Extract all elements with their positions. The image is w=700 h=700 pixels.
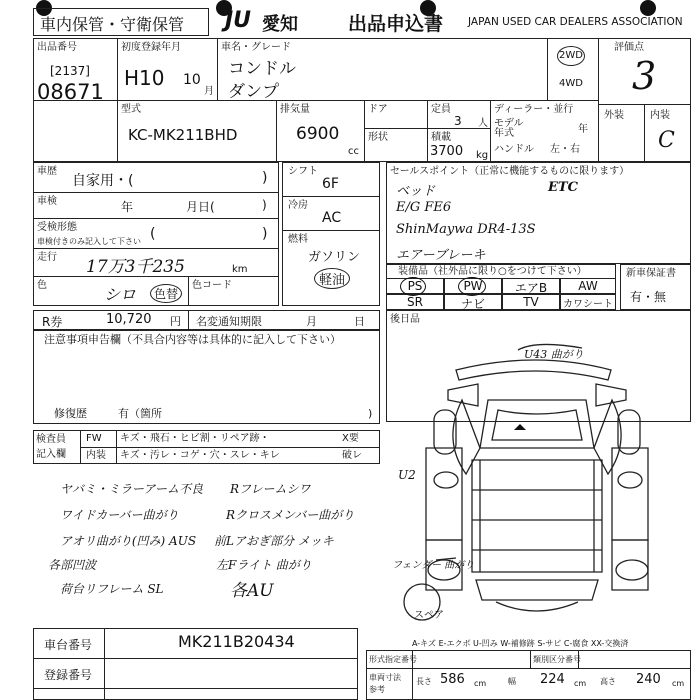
car-diagram xyxy=(386,340,691,630)
hw-note-r3: 前Lアおぎ部分 メッキ xyxy=(214,534,334,548)
shift-label: シフト xyxy=(288,166,318,177)
score-value: 3 xyxy=(632,54,657,98)
capacity-unit: 人 xyxy=(478,118,488,129)
ac-value: AC xyxy=(322,210,342,226)
hw-note-l1: ヤバミ・ミラーアーム不良 xyxy=(60,482,204,496)
info-block xyxy=(33,162,279,306)
height-value: 240 xyxy=(636,672,661,687)
selling-point-4: ShinMaywa DR4-13S xyxy=(396,222,536,237)
checker-fw-items: キズ・飛石・ヒビ割・リペア跡・ xyxy=(120,433,270,444)
checker-interior: 内装 xyxy=(86,450,106,461)
fuel-value: ガソリン xyxy=(308,250,361,265)
hw-note-l5: 荷台リフレーム SL xyxy=(60,582,164,596)
lot-number: 08671 xyxy=(37,80,104,104)
capacity-label: 定員 xyxy=(431,104,451,115)
capacity-value: 3 xyxy=(454,114,462,128)
equipment-leather: カワシート xyxy=(560,294,616,310)
width-label: 幅 xyxy=(508,677,516,686)
chassis-label: 車台番号 xyxy=(44,638,93,652)
acceptance-note: 車検付きのみ記入して下さい xyxy=(37,237,141,246)
width-unit: cm xyxy=(574,679,587,688)
shift-value: 6F xyxy=(322,176,339,192)
vehicle-label: 車名・グレード xyxy=(221,42,291,53)
equipment-label: 装備品（社外品に限り○をつけて下さい） xyxy=(398,266,587,277)
interior-label: 内装 xyxy=(650,110,670,121)
dims-label: 車両寸法 xyxy=(369,673,401,682)
interior-value: C xyxy=(658,128,675,153)
doors-label: ドア xyxy=(368,104,388,115)
hw-note-r4: 左Fライト 曲がり xyxy=(216,558,312,572)
registration-year: H10 xyxy=(124,66,165,90)
hw-note-l4: 各部凹波 xyxy=(48,558,97,572)
equipment-sr: SR xyxy=(386,294,444,310)
ref-label: 参考 xyxy=(369,685,385,694)
checker-interior-items: キズ・汚レ・コゲ・穴・スレ・キレ xyxy=(120,450,280,461)
org-name: 愛知 xyxy=(262,14,298,35)
length-label: 長さ xyxy=(416,677,432,686)
fuel-label: 燃料 xyxy=(288,234,308,245)
recycle-unit: 円 xyxy=(170,315,181,328)
color-change: 色替 xyxy=(150,284,182,303)
damage-legend: A-キズ E-エクボ U-凹み W-補修跡 S-サビ C-腐食 XX-交換済 xyxy=(412,639,629,648)
acceptance-label: 受検形態 xyxy=(37,222,77,233)
load-label: 積載 xyxy=(431,132,451,143)
load-unit: kg xyxy=(476,150,489,161)
mileage-unit: km xyxy=(232,264,248,275)
height-unit: cm xyxy=(672,679,685,688)
height-label: 高さ xyxy=(600,677,616,686)
length-unit: cm xyxy=(474,679,487,688)
load-value: 3700 xyxy=(430,144,464,159)
displacement-label: 排気量 xyxy=(280,104,310,115)
diagram-spare-note: スペア xyxy=(414,610,444,621)
vehicle-grade: ダンプ xyxy=(228,82,280,102)
inspection-month: 月日( xyxy=(186,200,215,214)
inspection-year: 年 xyxy=(121,200,134,214)
notice-day: 日 xyxy=(354,315,365,328)
model-year-label2: 年式 xyxy=(494,128,514,139)
displacement-value: 6900 xyxy=(296,124,340,144)
lot-label: 出品番号 xyxy=(37,42,77,53)
inspection-close: ) xyxy=(262,198,267,212)
hw-note-l3: アオリ曲がり(凹み) AUS xyxy=(60,534,197,548)
selling-point-3: E/G FE6 xyxy=(396,200,452,215)
handle-label: ハンドル xyxy=(494,144,534,155)
checker-label2: 記入欄 xyxy=(36,449,66,460)
diagram-side-note: U2 xyxy=(398,468,416,482)
length-value: 586 xyxy=(440,672,465,687)
form-title: 出品申込書 xyxy=(348,13,444,35)
equipment-ps: PS xyxy=(386,278,444,294)
diagram-left-note: フェンダー 曲がり xyxy=(392,560,475,571)
notice-month: 月 xyxy=(306,315,317,328)
type-number-label: 形式指定番号 xyxy=(369,655,417,664)
acceptance-open: ( xyxy=(150,226,156,242)
storage-box xyxy=(33,8,209,36)
selling-point-1: ベッド xyxy=(396,184,436,199)
score-label: 評価点 xyxy=(614,42,644,53)
selling-point-2: ETC xyxy=(548,180,578,195)
warranty-label: 新車保証書 xyxy=(626,268,676,279)
chassis-value: MK211B20434 xyxy=(178,632,295,651)
model-year-label1: モデル xyxy=(494,118,524,129)
color-value: シロ xyxy=(104,285,137,304)
dealer-label: ディーラー・並行 xyxy=(494,104,574,115)
color-label: 色 xyxy=(37,280,47,291)
handle-value: 左・右 xyxy=(550,144,580,155)
hw-note-l2: ワイドカーバー曲がり xyxy=(60,508,179,522)
history-close: ) xyxy=(262,170,268,186)
width-value: 224 xyxy=(540,672,565,687)
equipment-tv: TV xyxy=(502,294,560,310)
equipment-aw: AW xyxy=(560,278,616,294)
registration-month: 10 xyxy=(183,72,201,88)
form-type-label: 形状 xyxy=(368,132,388,143)
checker-interior-end: 破レ xyxy=(342,450,362,461)
after-date-label: 後日品 xyxy=(390,314,420,325)
notice-label: 名変通知期限 xyxy=(196,315,262,328)
acceptance-close: ) xyxy=(262,226,268,242)
drive-4wd: 4WD xyxy=(559,78,583,89)
binder-hole xyxy=(640,0,656,16)
diagram-top-note: U43 曲がり xyxy=(524,348,584,361)
checker-fw-end: X要 xyxy=(342,433,359,444)
model-year-unit: 年 xyxy=(578,124,588,135)
logo-mark: JU xyxy=(225,8,252,33)
drive-2wd: 2WD xyxy=(559,50,583,61)
vehicle-name: コンドル xyxy=(228,59,296,79)
recycle-value: 10,720 xyxy=(106,312,152,327)
equipment-pw: PW xyxy=(444,278,502,294)
hw-note-r1: Rフレームシワ xyxy=(230,482,311,496)
repair-close: ) xyxy=(368,407,373,420)
selling-point-5: エアーブレーキ xyxy=(396,248,486,263)
ps-circle xyxy=(400,277,426,296)
lot-sub: [2137] xyxy=(50,64,90,78)
registration-month-unit: 月 xyxy=(204,86,214,97)
model-value: KC-MK211BHD xyxy=(128,126,238,144)
equipment-airbag: エアB xyxy=(502,278,560,294)
checker-fw: FW xyxy=(86,433,102,444)
displacement-unit: cc xyxy=(348,146,359,157)
mileage-label: 走行 xyxy=(37,252,57,263)
hw-note-r5: 各AU xyxy=(230,581,274,601)
fuel-alt: 軽油 xyxy=(314,268,350,289)
equipment-navi: ナビ xyxy=(444,294,502,310)
storage-title: 車内保管・守衛保管 xyxy=(40,15,185,34)
exterior-label: 外装 xyxy=(604,110,624,121)
history-label: 車歴 xyxy=(37,166,57,177)
selling-points-label: セールスポイント（正常に機能するものに限ります） xyxy=(390,166,630,177)
registration-label: 初度登録年月 xyxy=(121,42,181,53)
color-code-label: 色コード xyxy=(192,280,232,291)
model-label: 型式 xyxy=(121,104,141,115)
class-number-label: 類別区分番号 xyxy=(533,655,581,664)
recycle-label: R券 xyxy=(42,315,63,329)
mileage-value: 17万3千235 xyxy=(86,257,185,277)
history-value: 自家用・( xyxy=(72,173,134,189)
checker-label1: 検査員 xyxy=(36,434,66,445)
hw-note-r2: Rクロスメンバー曲がり xyxy=(226,508,355,522)
warranty-value: 有・無 xyxy=(630,290,667,304)
repair-label: 修復歴 xyxy=(54,407,87,420)
inspection-label: 車検 xyxy=(37,196,57,207)
notes-label: 注意事項申告欄（不具合内容等は具体的に記入して下さい） xyxy=(44,333,341,346)
org-english: JAPAN USED CAR DEALERS ASSOCIATION xyxy=(468,16,683,28)
pw-circle xyxy=(458,277,486,296)
repair-value: 有（箇所 xyxy=(118,407,162,420)
ac-label: 冷房 xyxy=(288,200,308,211)
reg-no-label: 登録番号 xyxy=(44,668,93,682)
